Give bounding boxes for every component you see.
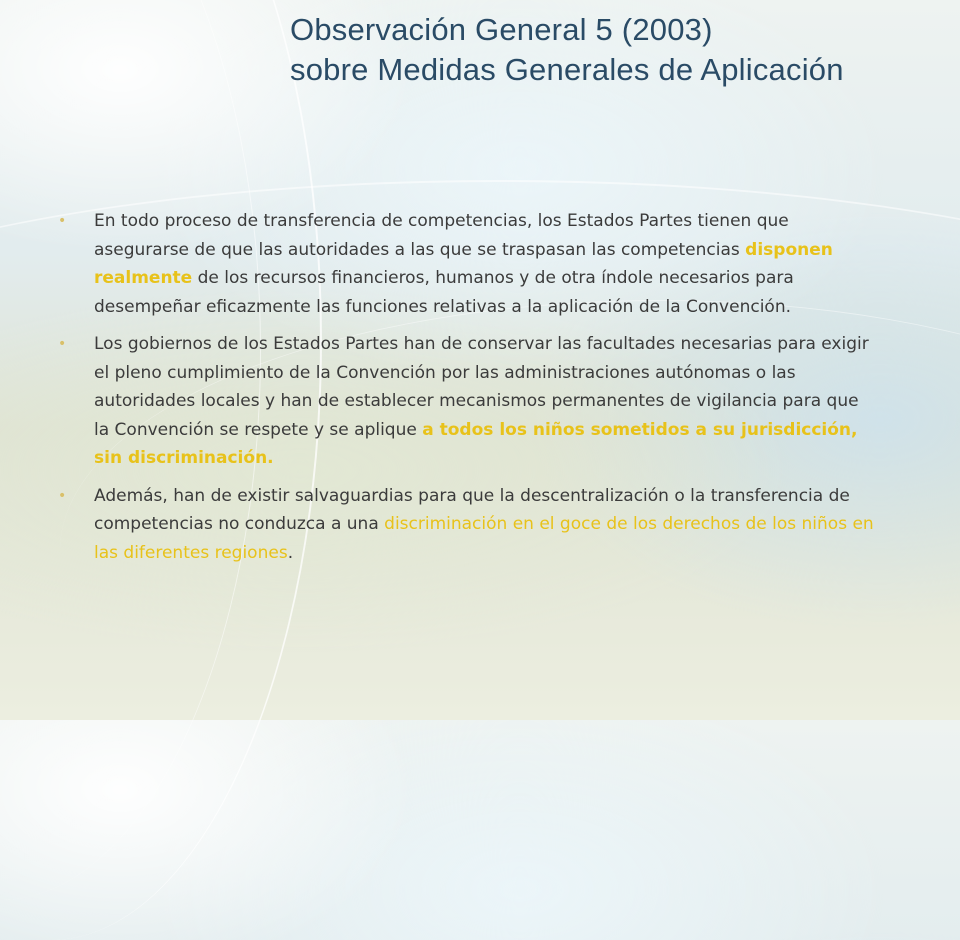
bullet-text: de los recursos financieros, humanos y de otra índole necesarios para desempeñar eficazmente las funciones relativas a la aplicación de la Convención. [94, 268, 794, 317]
list-item [58, 482, 878, 568]
bullet-marker: • [58, 213, 67, 229]
slide-title [290, 10, 950, 90]
bullet-text: . [287, 542, 294, 563]
highlighted-text: a todos los niños sometidos a su jurisdicción, sin discriminación. [94, 419, 858, 468]
list-item [58, 207, 878, 321]
bullet-text: En todo proceso de transferencia de competencias, los Estados Partes tienen que asegurarse de que las autoridades a las que se traspasan las competencias [94, 211, 789, 260]
list-item [58, 330, 878, 473]
slide-title-line-1: Observación General 5 (2003) [290, 12, 713, 47]
bullet-marker: • [58, 336, 67, 352]
bullet-list [58, 207, 878, 576]
highlighted-text: discriminación en el goce de los derechos de los niños en las diferentes regiones [94, 514, 874, 563]
bullet-marker: • [58, 487, 67, 504]
bullet-text: Además, han de existir salvaguardias para que la descentralización o la transferencia de competencias no conduzca a una [94, 485, 850, 534]
highlighted-text: disponen realmente [94, 239, 833, 288]
slide-title-line-2: sobre Medidas Generales de Aplicación [290, 52, 844, 87]
bullet-text: Los gobiernos de los Estados Partes han de conservar las facultades necesarias para exigir el pleno cumplimiento de la Convención por las administraciones autónomas o las autoridades locales y han de establecer mecanismos permanentes de vigilancia para que la Convención se respete y se aplique [94, 334, 869, 440]
